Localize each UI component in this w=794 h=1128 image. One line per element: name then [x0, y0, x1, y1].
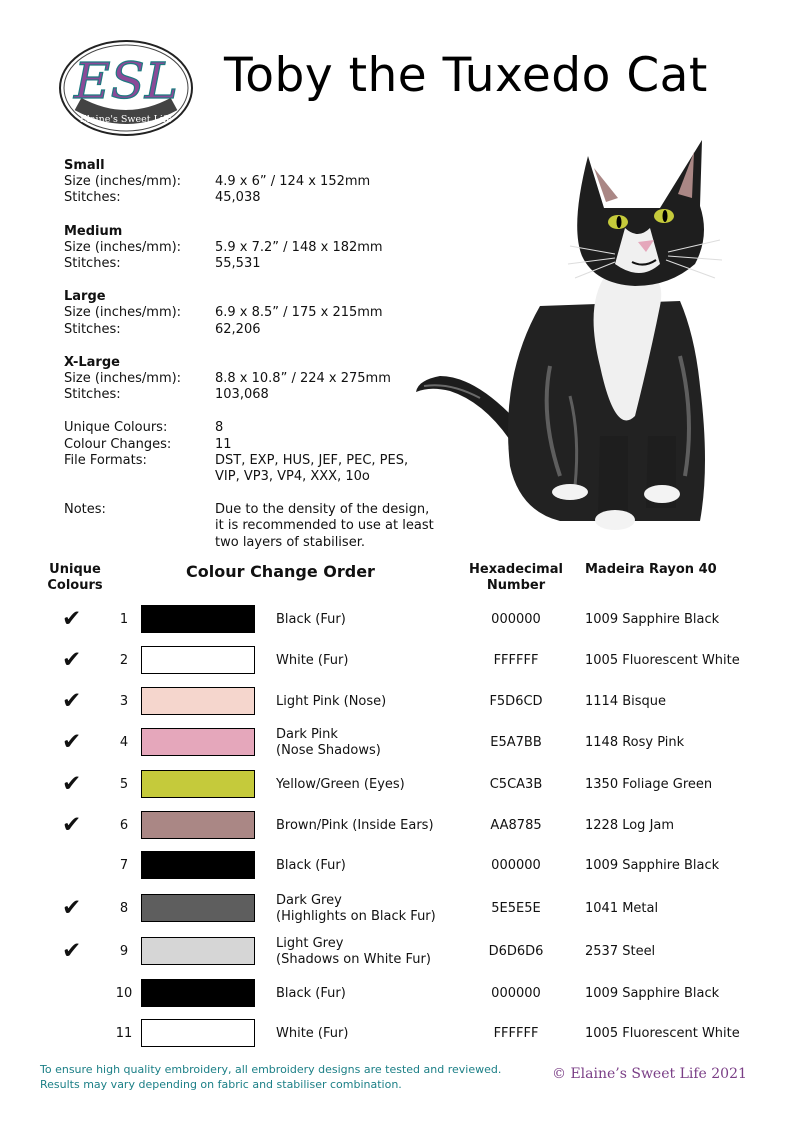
- madeira-thread: 1009 Sapphire Black: [585, 612, 720, 627]
- colour-name: Dark Pink (Nose Shadows): [276, 727, 381, 758]
- row-number: 11: [115, 1026, 133, 1041]
- disclaimer-line: To ensure high quality embroidery, all embroidery designs are tested and reviewed.: [40, 1063, 502, 1076]
- colour-swatch: [141, 937, 255, 965]
- colour-swatch: [141, 646, 255, 674]
- madeira-thread: 1114 Bisque: [585, 694, 667, 709]
- colour-swatch: [141, 811, 255, 839]
- colour-row: [0, 1014, 794, 1054]
- notes-line: two layers of stabiliser.: [215, 534, 365, 550]
- row-number: 3: [119, 694, 129, 709]
- quality-disclaimer: [40, 1062, 501, 1092]
- row-number: 1: [119, 612, 129, 627]
- file-formats-line: DST, EXP, HUS, JEF, PEC, PES,: [215, 452, 409, 468]
- colour-name: Yellow/Green (Eyes): [276, 777, 405, 792]
- esl-logo: [56, 38, 196, 138]
- colour-name: Dark Grey (Highlights on Black Fur): [276, 893, 436, 924]
- stitches-value: 45,038: [215, 190, 261, 206]
- row-number: 8: [119, 901, 129, 916]
- svg-text:Elaine's Sweet Life: Elaine's Sweet Life: [79, 114, 173, 125]
- colour-name: White (Fur): [276, 653, 349, 668]
- hex-value: C5CA3B: [489, 777, 543, 792]
- colour-changes-label: Colour Changes:: [64, 436, 172, 452]
- size-value: 6.9 x 8.5” / 175 x 215mm: [215, 305, 383, 321]
- row-number: 7: [119, 858, 129, 873]
- hex-value: D6D6D6: [488, 944, 544, 959]
- disclaimer-line: Results may vary depending on fabric and stabiliser combination.: [40, 1078, 402, 1091]
- check-icon: ✔: [62, 729, 82, 755]
- size-value: 5.9 x 7.2” / 148 x 182mm: [215, 239, 383, 255]
- unique-colours-header: [40, 562, 110, 594]
- design-info: [64, 420, 434, 485]
- colour-name: Black (Fur): [276, 858, 346, 873]
- madeira-thread: 1009 Sapphire Black: [585, 986, 720, 1001]
- row-number: 2: [119, 653, 129, 668]
- cat-illustration: [410, 136, 740, 536]
- file-formats-label: File Formats:: [64, 452, 147, 468]
- size-large: [64, 289, 434, 338]
- row-number: 5: [119, 777, 129, 792]
- size-label: Size (inches/mm):: [64, 239, 182, 255]
- hex-value: E5A7BB: [490, 735, 542, 750]
- madeira-thread: 1041 Metal: [585, 901, 659, 916]
- header-line: Hexadecimal: [469, 562, 563, 577]
- check-icon: ✔: [62, 938, 82, 964]
- size-name: Small: [64, 158, 105, 173]
- colour-change-order-header: Colour Change Order: [186, 562, 375, 581]
- size-xlarge: [64, 355, 434, 404]
- notes-line: it is recommended to use at least: [215, 518, 434, 534]
- colour-name: White (Fur): [276, 1026, 349, 1041]
- stitches-value: 55,531: [215, 256, 261, 272]
- colour-swatch: [141, 851, 255, 879]
- madeira-thread: 1228 Log Jam: [585, 818, 675, 833]
- header-line: Colours: [47, 578, 103, 593]
- colour-row: [0, 889, 794, 929]
- size-name: Medium: [64, 223, 123, 239]
- colour-row: [0, 846, 794, 886]
- colour-row: [0, 682, 794, 722]
- colour-row: [0, 806, 794, 846]
- colour-row: [0, 723, 794, 763]
- colour-swatch: [141, 605, 255, 633]
- check-icon: ✔: [62, 647, 82, 673]
- colour-changes-value: 11: [215, 436, 232, 452]
- madeira-thread: 1009 Sapphire Black: [585, 858, 720, 873]
- madeira-thread: 1148 Rosy Pink: [585, 735, 685, 750]
- size-name: X-Large: [64, 354, 120, 370]
- check-icon: ✔: [62, 688, 82, 714]
- colour-row: [0, 641, 794, 681]
- hex-value: F5D6CD: [489, 694, 543, 709]
- svg-text:ESL: ESL: [74, 52, 178, 110]
- copyright: © Elaine’s Sweet Life 2021: [552, 1066, 747, 1082]
- size-label: Size (inches/mm):: [64, 371, 182, 387]
- colour-name: Black (Fur): [276, 986, 346, 1001]
- colour-swatch: [141, 728, 255, 756]
- stitches-label: Stitches:: [64, 190, 121, 206]
- page-title: Toby the Tuxedo Cat: [224, 48, 708, 103]
- colour-swatch: [141, 979, 255, 1007]
- unique-colours-value: 8: [215, 420, 224, 436]
- size-value: 4.9 x 6” / 124 x 152mm: [215, 174, 371, 190]
- stitches-label: Stitches:: [64, 321, 121, 337]
- size-value: 8.8 x 10.8” / 224 x 275mm: [215, 371, 391, 387]
- stitches-value: 62,206: [215, 321, 261, 337]
- hex-value: 5E5E5E: [491, 901, 541, 916]
- colour-swatch: [141, 1019, 255, 1047]
- stitches-value: 103,068: [215, 387, 269, 403]
- stitches-label: Stitches:: [64, 256, 121, 272]
- header-line: Unique: [49, 562, 101, 577]
- madeira-thread: 1005 Fluorescent White: [585, 1026, 740, 1041]
- notes-value: [215, 502, 434, 551]
- size-label: Size (inches/mm):: [64, 174, 182, 190]
- madeira-thread: 1350 Foliage Green: [585, 777, 713, 792]
- row-number: 10: [115, 986, 133, 1001]
- hex-value: FFFFFF: [493, 653, 539, 668]
- row-number: 4: [119, 735, 129, 750]
- madeira-thread: 1005 Fluorescent White: [585, 653, 740, 668]
- hex-value: AA8785: [490, 818, 542, 833]
- stitches-label: Stitches:: [64, 387, 121, 403]
- unique-colours-label: Unique Colours:: [64, 420, 168, 436]
- check-icon: ✔: [62, 812, 82, 838]
- hex-value: FFFFFF: [493, 1026, 539, 1041]
- size-small: [64, 158, 434, 207]
- notes-label: Notes:: [64, 502, 106, 518]
- colour-name: Black (Fur): [276, 612, 346, 627]
- colour-name: Brown/Pink (Inside Ears): [276, 818, 434, 833]
- hex-value: 000000: [491, 986, 541, 1001]
- check-icon: ✔: [62, 895, 82, 921]
- madeira-thread: 2537 Steel: [585, 944, 656, 959]
- colour-swatch: [141, 894, 255, 922]
- colour-row: [0, 932, 794, 972]
- hex-header: [462, 562, 570, 594]
- hex-value: 000000: [491, 612, 541, 627]
- colour-name: Light Grey (Shadows on White Fur): [276, 936, 431, 967]
- row-number: 6: [119, 818, 129, 833]
- colour-row: [0, 974, 794, 1014]
- colour-row: [0, 765, 794, 805]
- notes-line: Due to the density of the design,: [215, 502, 430, 518]
- size-name: Large: [64, 289, 106, 305]
- colour-swatch: [141, 770, 255, 798]
- file-formats-value: [215, 453, 408, 485]
- file-formats-line: VIP, VP3, VP4, XXX, 10o: [215, 469, 370, 485]
- colour-name: Light Pink (Nose): [276, 694, 387, 709]
- notes: [64, 502, 434, 551]
- hex-value: 000000: [491, 858, 541, 873]
- size-label: Size (inches/mm):: [64, 305, 182, 321]
- design-specs: [64, 158, 434, 568]
- colour-swatch: [141, 687, 255, 715]
- madeira-header: Madeira Rayon 40: [585, 562, 717, 577]
- row-number: 9: [119, 944, 129, 959]
- check-icon: ✔: [62, 771, 82, 797]
- header-line: Number: [486, 578, 546, 593]
- colour-row: [0, 600, 794, 640]
- size-medium: [64, 224, 434, 273]
- check-icon: ✔: [62, 606, 82, 632]
